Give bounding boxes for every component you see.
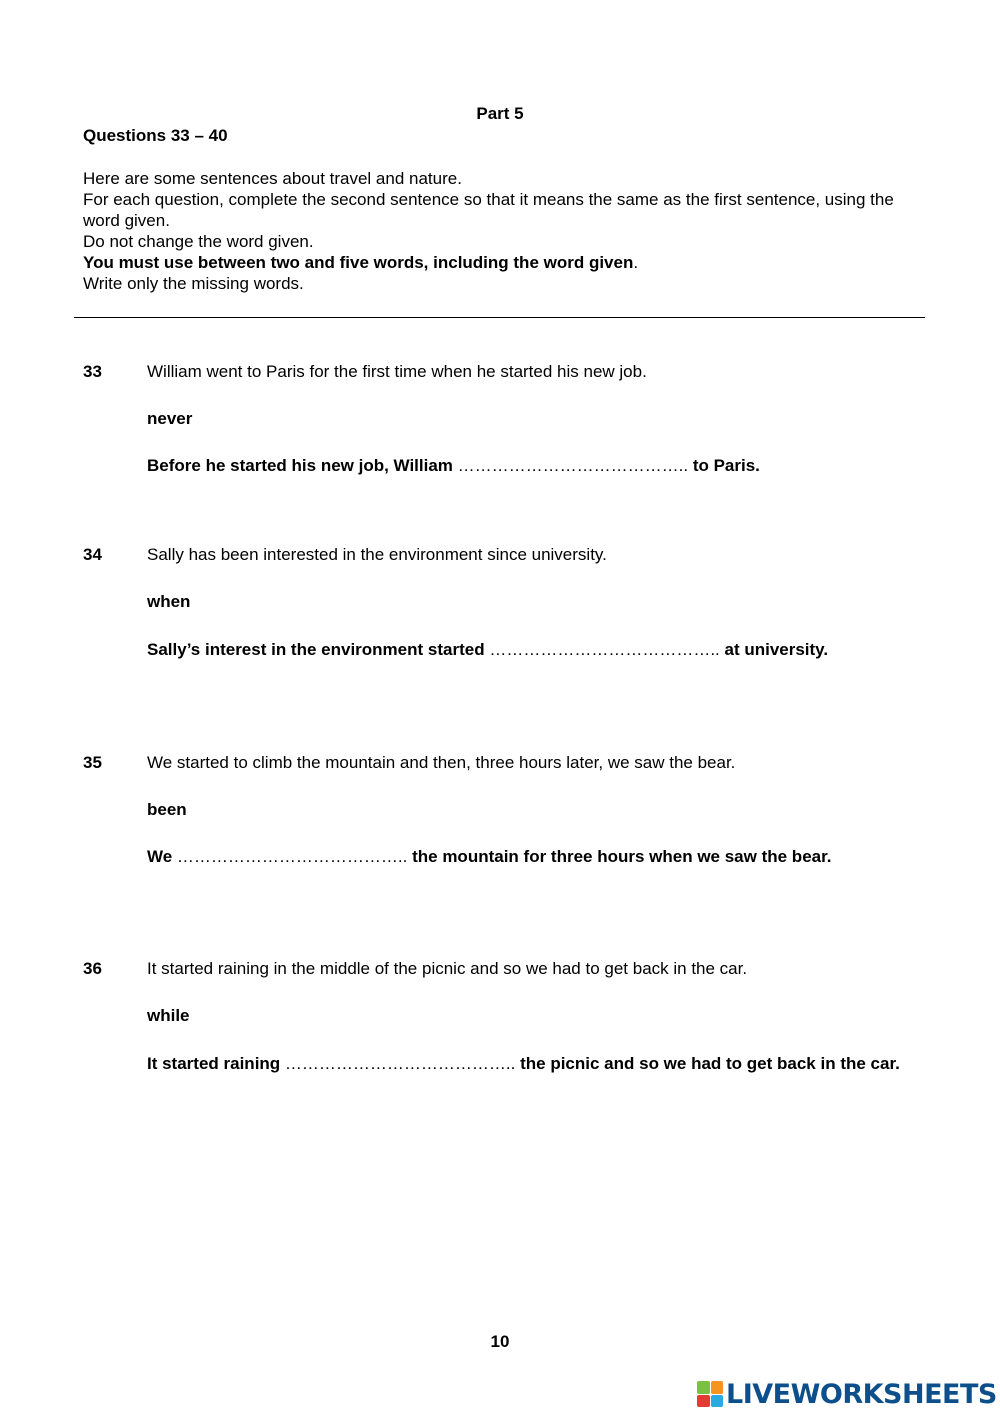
key-word: when [147,592,191,611]
instruction-bold: You must use between two and five words, including the word given [83,253,634,272]
questions-range: Questions 33 – 40 [83,126,228,145]
answer-sentence [147,454,907,477]
logo-icon [697,1381,723,1407]
instruction-period: . [633,253,639,272]
key-word: while [147,1006,190,1025]
key-word: never [147,409,193,428]
answer-before: We [147,847,177,866]
answer-after: the picnic and so we had to get back in the car. [515,1054,900,1073]
instruction-line: Do not change the word given. [83,232,314,251]
question-number: 35 [83,753,102,772]
answer-blank[interactable]: ………………………………….. [457,456,689,475]
liveworksheets-logo[interactable] [697,1378,997,1410]
question-sentence: It started raining in the middle of the picnic and so we had to get back in the car. [147,959,748,978]
logo-square [711,1381,724,1394]
logo-square [711,1395,724,1408]
answer-before: Sally’s interest in the environment started [147,640,490,659]
logo-text: LIVEWORKSHEETS [726,1378,997,1410]
answer-after: at university. [719,640,829,659]
question-number: 34 [83,545,102,564]
answer-sentence [147,638,907,661]
answer-sentence [147,845,907,868]
logo-square [697,1381,710,1394]
instruction-line: For each question, complete the second sentence so that it means the same as the first sentence, using the word given. [83,190,894,230]
question-sentence: Sally has been interested in the environment since university. [147,545,607,564]
question-sentence: We started to climb the mountain and then, three hours later, we saw the bear. [147,753,736,772]
question-number: 33 [83,362,102,381]
answer-after: the mountain for three hours when we saw the bear. [407,847,832,866]
question-sentence: William went to Paris for the first time when he started his new job. [147,362,647,381]
page-number: 10 [490,1332,510,1351]
key-word: been [147,800,187,819]
answer-blank[interactable]: ………………………………….. [176,847,408,866]
part-title: Part 5 [476,104,524,123]
answer-after: to Paris. [688,456,760,475]
question-number: 36 [83,959,102,978]
answer-before: It started raining [147,1054,285,1073]
instruction-line: Here are some sentences about travel and nature. [83,169,462,188]
answer-blank[interactable]: ………………………………….. [284,1054,516,1073]
instruction-line: Write only the missing words. [83,274,304,293]
answer-sentence [147,1052,907,1075]
instructions [83,168,903,294]
instruction-line [83,252,903,273]
answer-before: Before he started his new job, William [147,456,458,475]
divider [74,317,925,318]
logo-square [697,1395,710,1408]
answer-blank[interactable]: ………………………………….. [489,640,720,659]
